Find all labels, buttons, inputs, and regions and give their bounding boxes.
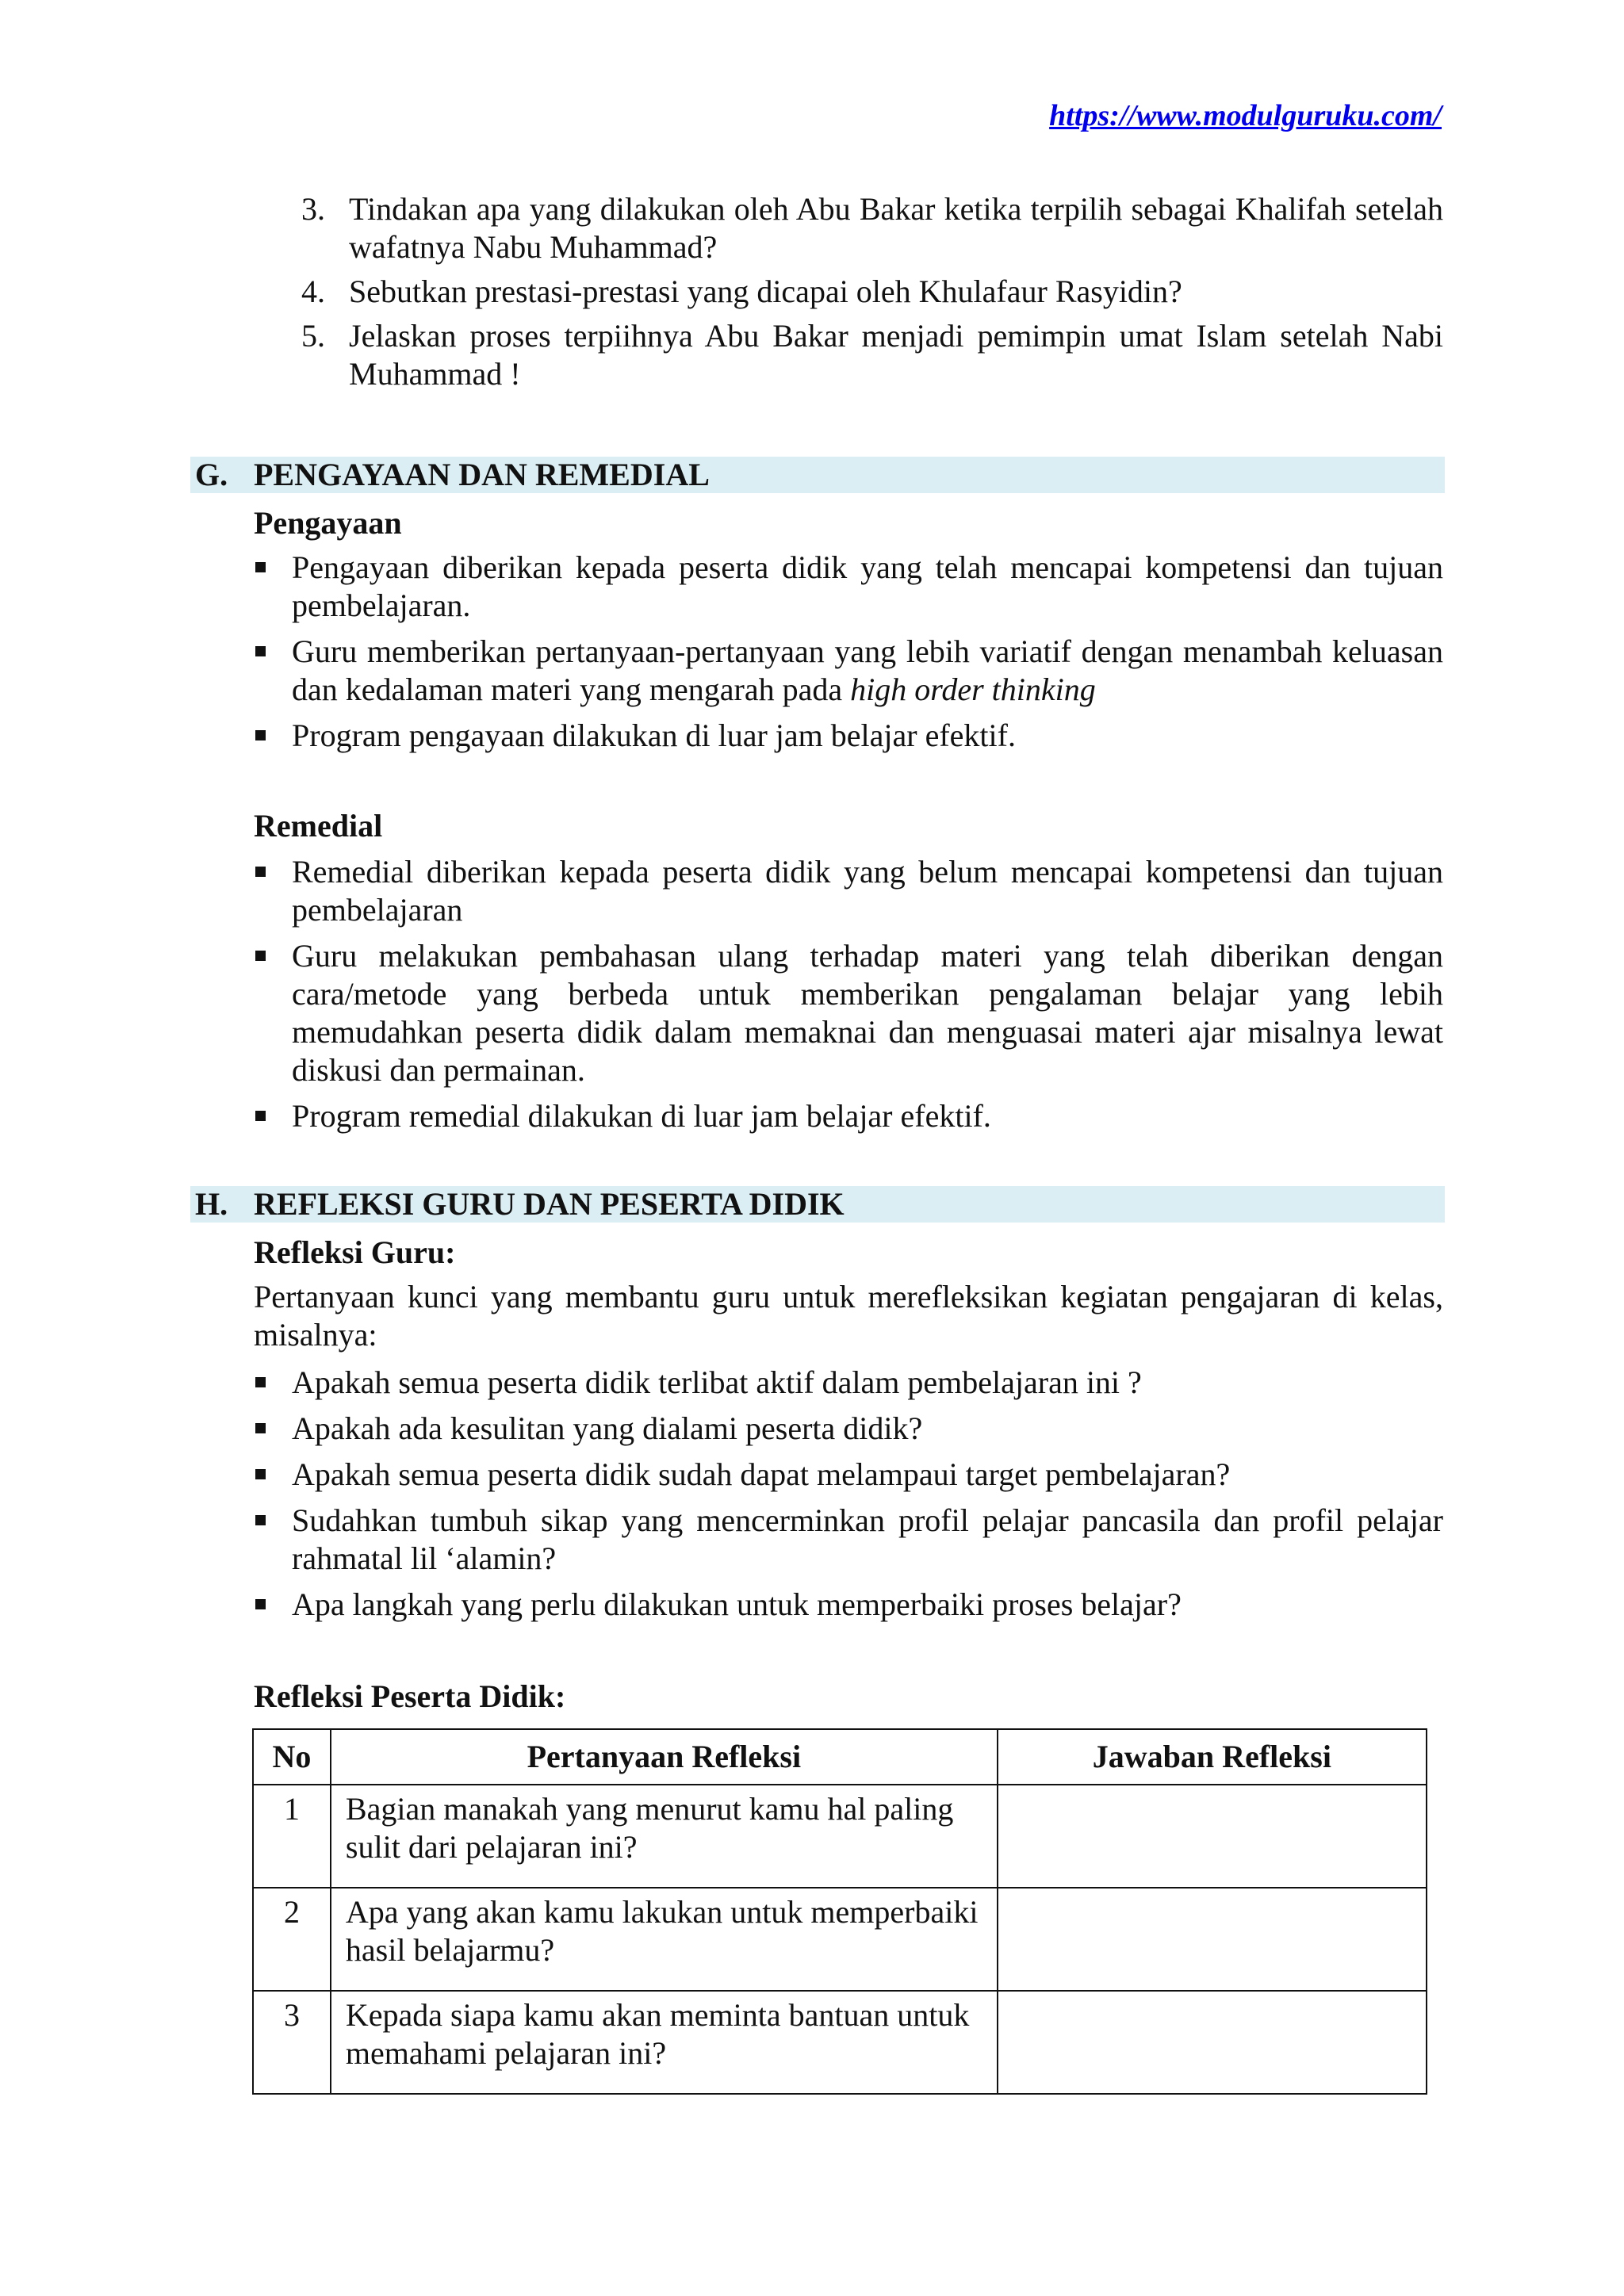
item-text: Apakah ada kesulitan yang dialami peserta didik? (292, 1410, 923, 1446)
item-text: Program remedial dilakukan di luar jam belajar efektif. (292, 1098, 991, 1134)
item-italic-text: high order thinking (850, 672, 1096, 707)
row-answer-cell[interactable] (998, 1785, 1427, 1888)
bullet-square-icon (255, 1469, 266, 1479)
bullet-square-icon (255, 951, 266, 961)
bullet-square-icon (255, 1423, 266, 1433)
list-item (254, 549, 1443, 625)
section-title: REFLEKSI GURU DAN PESERTA DIDIK (254, 1186, 845, 1222)
list-item (254, 1502, 1443, 1578)
list-item (301, 317, 1443, 393)
bullet-square-icon (255, 1515, 266, 1525)
table-row (253, 1991, 1427, 2094)
table-header-row (253, 1729, 1427, 1785)
refleksi-guru-intro: Pertanyaan kunci yang membantu guru untuk merefleksikan kegiatan pengajaran di kelas, misalnya: (254, 1279, 1443, 1353)
column-header-pertanyaan: Pertanyaan Refleksi (331, 1729, 998, 1785)
refleksi-guru-heading: Refleksi Guru: (254, 1234, 456, 1270)
remedial-list (254, 853, 1443, 1143)
section-letter: G. (195, 457, 228, 492)
remedial-heading: Remedial (254, 808, 383, 844)
bullet-square-icon (255, 1599, 266, 1609)
row-question: Bagian manakah yang menurut kamu hal paling sulit dari pelajaran ini? (331, 1785, 998, 1888)
refleksi-peserta-heading: Refleksi Peserta Didik: (254, 1678, 566, 1714)
item-text: Sudahkan tumbuh sikap yang mencerminkan profil pelajar pancasila dan profil pelajar rahmatal lil ‘alamin? (292, 1502, 1443, 1576)
item-text: Tindakan apa yang dilakukan oleh Abu Bakar ketika terpilih sebagai Khalifah setelah wafatnya Nabu Muhammad? (349, 191, 1443, 265)
row-question: Apa yang akan kamu lakukan untuk memperbaiki hasil belajarmu? (331, 1888, 998, 1991)
pengayaan-heading: Pengayaan (254, 505, 402, 541)
section-title: PENGAYAAN DAN REMEDIAL (254, 457, 710, 492)
bullet-square-icon (255, 730, 266, 740)
bullet-square-icon (255, 1111, 266, 1121)
row-answer-cell[interactable] (998, 1991, 1427, 2094)
item-text: Guru melakukan pembahasan ulang terhadap materi yang telah diberikan dengan cara/metode yang berbeda untuk memberikan pengalaman belajar yang lebih memudahkan peserta didik dalam memaknai dan menguasai materi ajar misalnya lewat diskusi dan permainan. (292, 938, 1443, 1088)
question-list (301, 190, 1443, 400)
bullet-square-icon (255, 1377, 266, 1387)
item-text: Apakah semua peserta didik terlibat aktif dalam pembelajaran ini ? (292, 1364, 1142, 1400)
item-text: Sebutkan prestasi-prestasi yang dicapai oleh Khulafaur Rasyidin? (349, 274, 1182, 309)
row-question: Kepada siapa kamu akan meminta bantuan untuk memahami pelajaran ini? (331, 1991, 998, 2094)
list-item (254, 1410, 1443, 1448)
item-text: Pengayaan diberikan kepada peserta didik yang telah mencapai kompetensi dan tujuan pembelajaran. (292, 549, 1443, 623)
item-text: Apa langkah yang perlu dilakukan untuk memperbaiki proses belajar? (292, 1586, 1182, 1622)
list-item (301, 273, 1443, 311)
section-letter: H. (195, 1186, 228, 1222)
list-item (254, 937, 1443, 1089)
bullet-square-icon (255, 562, 266, 572)
bullet-square-icon (255, 867, 266, 877)
item-number: 3. (301, 191, 325, 227)
row-answer-cell[interactable] (998, 1888, 1427, 1991)
list-item (254, 853, 1443, 929)
pengayaan-list (254, 549, 1443, 763)
website-link[interactable]: https://www.modulguruku.com/ (1049, 99, 1442, 132)
row-number: 3 (253, 1991, 331, 2094)
bullet-square-icon (255, 646, 266, 656)
list-item (254, 1586, 1443, 1624)
list-item (254, 1364, 1443, 1402)
list-item (254, 633, 1443, 709)
item-number: 4. (301, 274, 325, 309)
item-text: Jelaskan proses terpiihnya Abu Bakar menjadi pemimpin umat Islam setelah Nabi Muhammad ! (349, 318, 1443, 392)
list-item (254, 1097, 1443, 1135)
refleksi-table (252, 1728, 1427, 2095)
section-g-heading (190, 457, 1445, 493)
table-row (253, 1785, 1427, 1888)
item-text: Apakah semua peserta didik sudah dapat melampaui target pembelajaran? (292, 1456, 1231, 1492)
list-item (254, 717, 1443, 755)
item-number: 5. (301, 318, 325, 354)
column-header-jawaban: Jawaban Refleksi (998, 1729, 1427, 1785)
column-header-no: No (253, 1729, 331, 1785)
row-number: 1 (253, 1785, 331, 1888)
row-number: 2 (253, 1888, 331, 1991)
item-text: Guru memberikan pertanyaan-pertanyaan yang lebih variatif dengan menambah keluasan dan kedalaman materi yang mengarah pada (292, 633, 1443, 707)
section-h-heading (190, 1186, 1445, 1223)
item-text: Remedial diberikan kepada peserta didik yang belum mencapai kompetensi dan tujuan pembelajaran (292, 854, 1443, 928)
refleksi-guru-list (254, 1364, 1443, 1632)
item-text: Program pengayaan dilakukan di luar jam belajar efektif. (292, 718, 1016, 753)
list-item (301, 190, 1443, 266)
list-item (254, 1456, 1443, 1494)
table-row (253, 1888, 1427, 1991)
